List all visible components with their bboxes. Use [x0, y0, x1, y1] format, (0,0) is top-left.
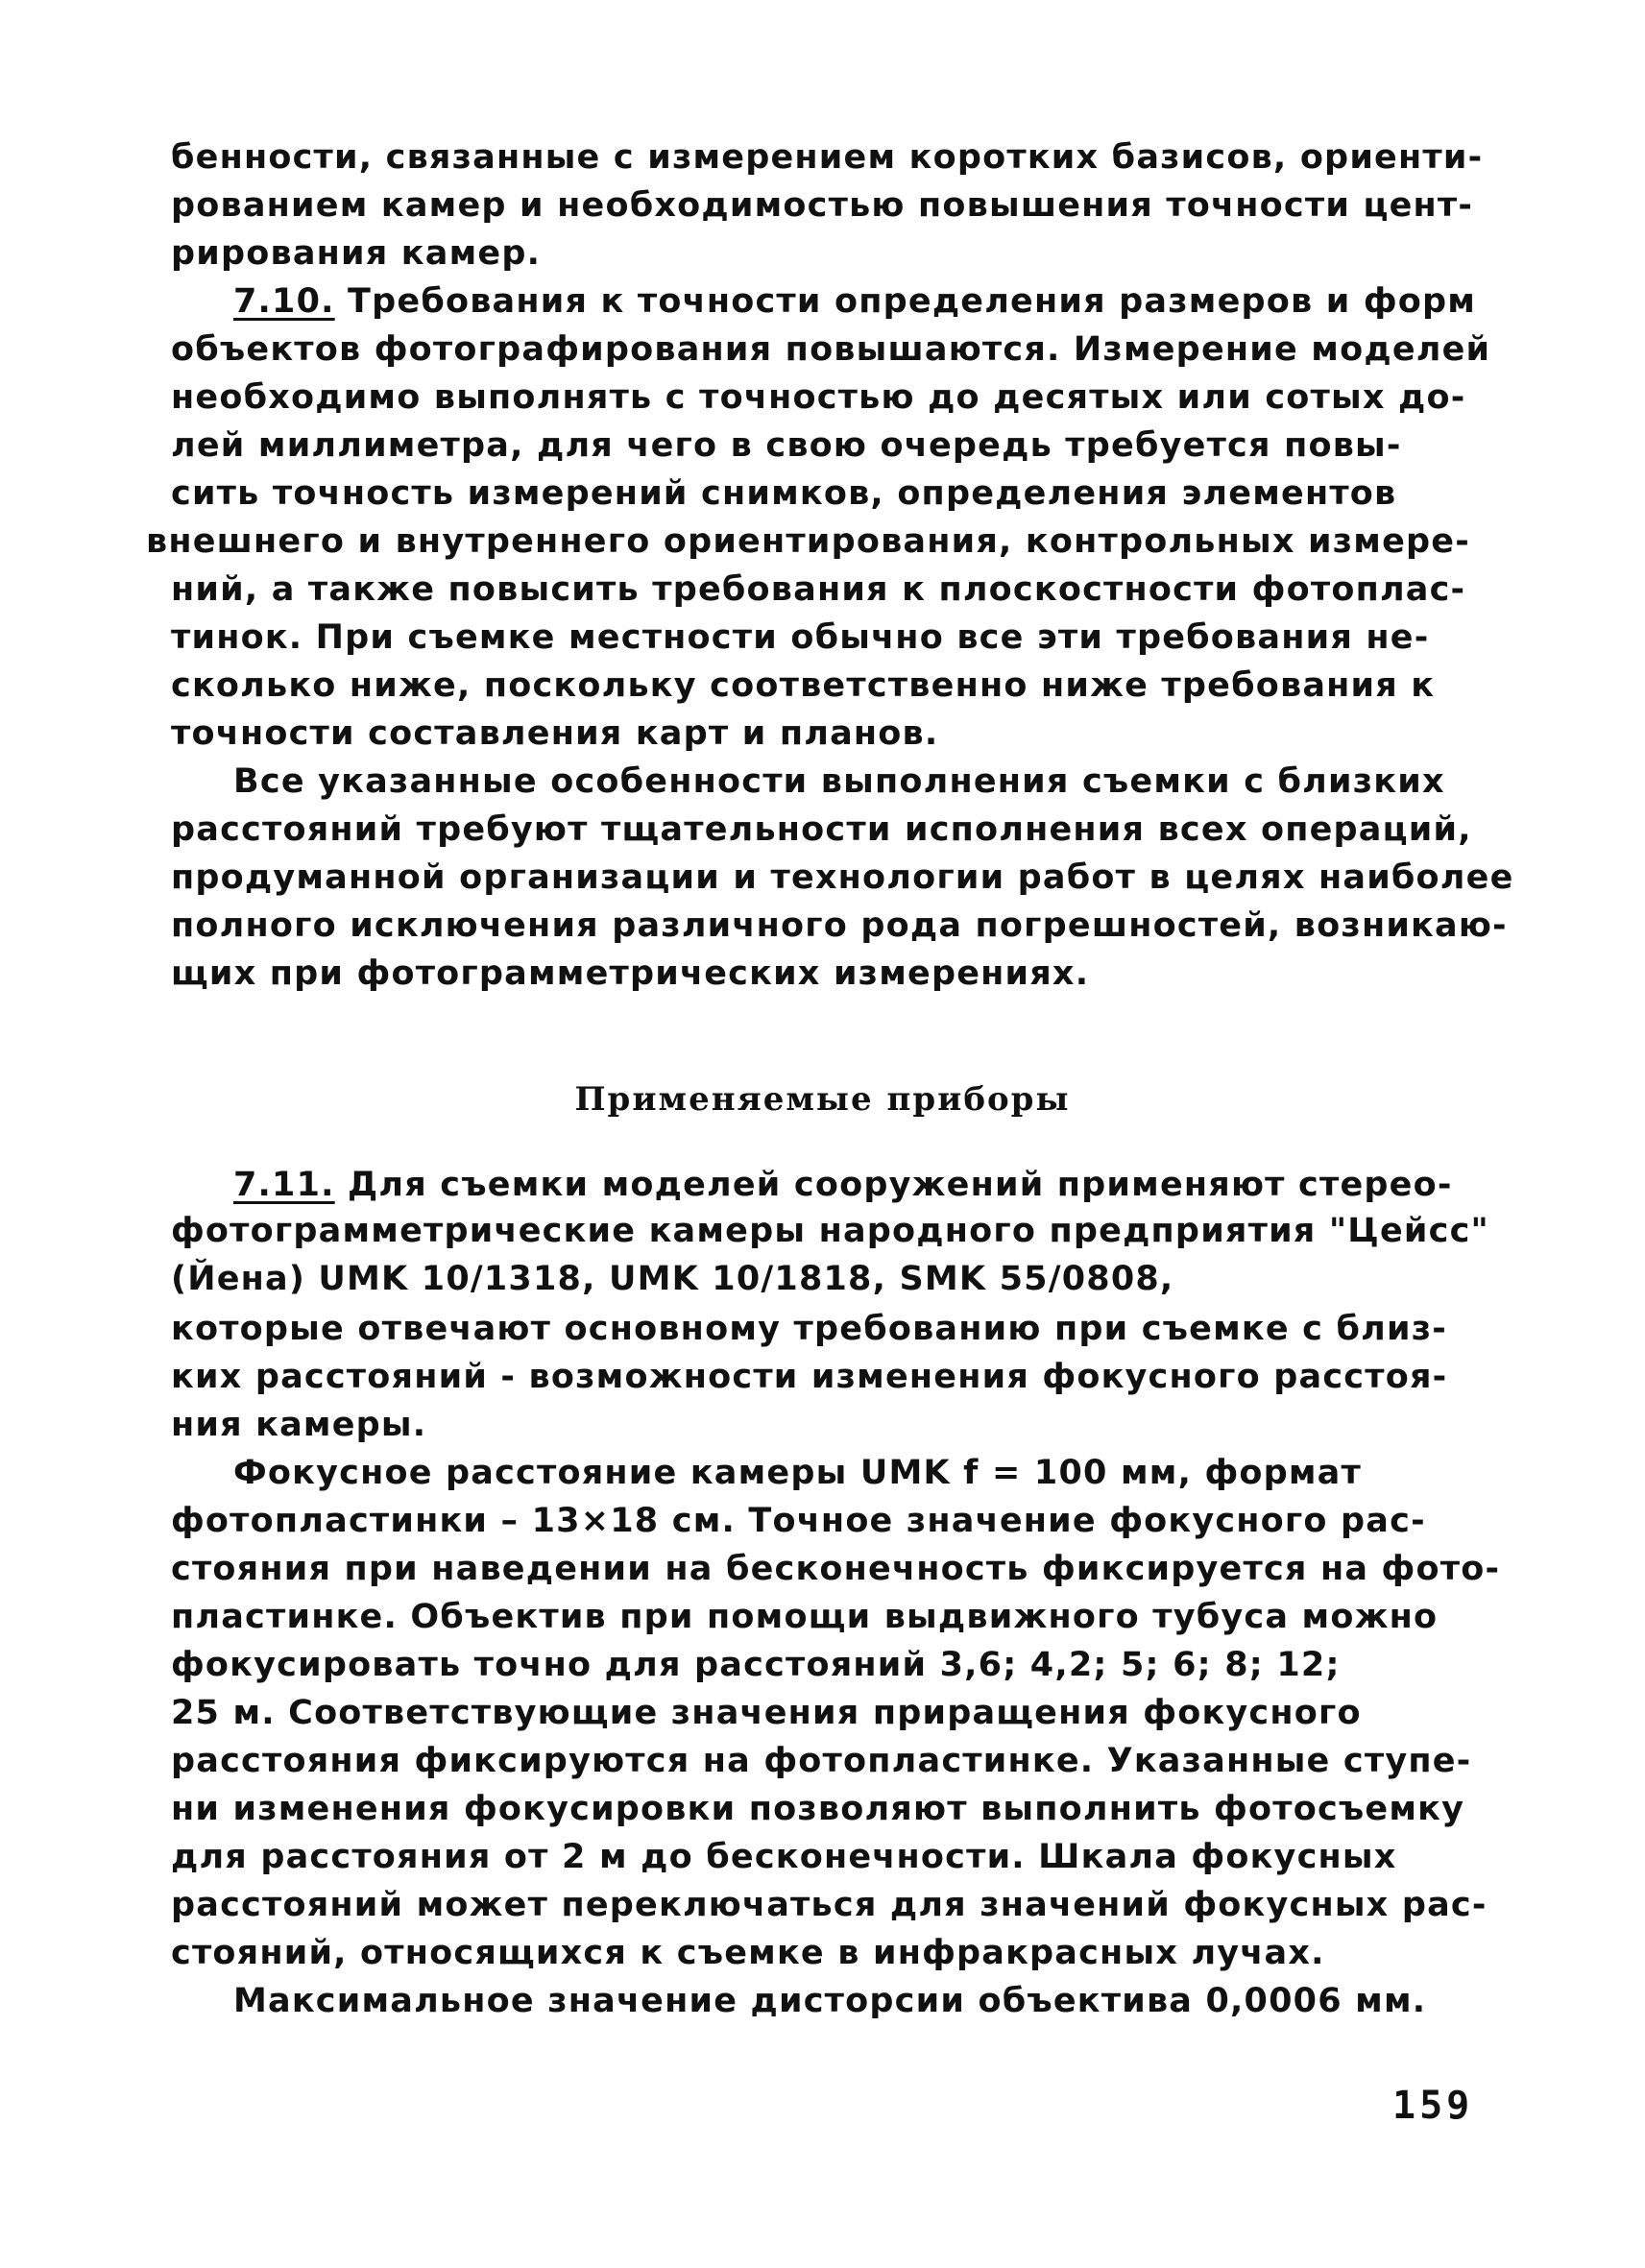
text-line: фотопластинки – 13×18 см. Точное значение фокусного рас- [171, 1502, 1426, 1540]
text-line: стояния при наведении на бесконечность фиксируется на фото- [171, 1550, 1501, 1588]
text-line: фокусировать точно для расстояний 3,6; 4,2; 5; 6; 8; 12; [171, 1646, 1341, 1684]
page-number: 159 [1392, 2084, 1474, 2128]
text-line: для расстояния от 2 м до бесконечности. Шкала фокусных [171, 1838, 1397, 1876]
text-line: сколько ниже, поскольку соответственно ниже требования к [171, 666, 1436, 705]
text-line: пластинке. Объектив при помощи выдвижного тубуса можно [171, 1598, 1439, 1636]
section-7-10-first-line [233, 280, 1476, 323]
text-line: рованием камер и необходимостью повышения точности цент- [171, 186, 1474, 225]
text-line: Требования к точности определения размеров и форм [348, 282, 1477, 321]
text-line: внешнего и внутреннего ориентирования, контрольных измере- [146, 522, 1470, 561]
text-line: ния камеры. [171, 1406, 427, 1444]
text-line: Максимальное значение дисторсии объектива 0,0006 мм. [233, 1982, 1427, 2020]
section-number: 7.11. [233, 1166, 335, 1204]
text-line: ний, а также повысить требования к плоскостности фотоплас- [171, 570, 1466, 609]
text-line: точности составления карт и планов. [171, 714, 939, 753]
text-line: тинок. При съемке местности обычно все эти требования не- [171, 618, 1430, 657]
text-line: щих при фотограмметрических измерениях. [171, 954, 1090, 993]
text-line: расстояний требуют тщательности исполнения всех операций, [171, 810, 1472, 849]
section-heading: Применяемые приборы [574, 1080, 1071, 1119]
text-line: бенности, связанные с измерением коротких базисов, ориенти- [171, 138, 1484, 177]
text-line: Все указанные особенности выполнения съемки с близких [233, 762, 1445, 801]
text-line: стояний, относящихся к съемке в инфракрасных лучах. [171, 1934, 1325, 1972]
section-7-11-first-line [233, 1164, 1453, 1206]
text-line: расстояний может переключаться для значений фокусных рас- [171, 1886, 1488, 1924]
text-line: продуманной организации и технологии работ в целях наиболее [171, 858, 1514, 897]
text-line: полного исключения различного рода погрешностей, возникаю- [171, 906, 1508, 945]
text-line: (Йена) UMK 10/1318, UMK 10/1818, SMK 55/0808, [171, 1260, 1174, 1298]
text-line: 25 м. Соответствующие значения приращения фокусного [171, 1694, 1362, 1732]
text-line: необходимо выполнять с точностью до десятых или сотых до- [171, 378, 1466, 417]
text-line: которые отвечают основному требованию при съемке с близ- [171, 1310, 1447, 1348]
text-line: объектов фотографирования повышаются. Измерение моделей [171, 330, 1491, 369]
text-line: ких расстояний - возможности изменения фокусного расстоя- [171, 1358, 1448, 1396]
text-line: сить точность измерений снимков, определения элементов [171, 474, 1397, 513]
section-number: 7.10. [233, 282, 335, 321]
text-line: фотограмметрические камеры народного предприятия "Цейсс" [171, 1212, 1489, 1250]
text-line: рирования камер. [171, 234, 542, 273]
text-line: расстояния фиксируются на фотопластинке. Указанные ступе- [171, 1742, 1472, 1780]
text-line: ни изменения фокусировки позволяют выполнить фотосъемку [171, 1790, 1465, 1828]
text-line: лей миллиметра, для чего в свою очередь требуется повы- [171, 426, 1402, 465]
text-line: Для съемки моделей сооружений применяют стерео- [348, 1166, 1453, 1204]
text-line: Фокусное расстояние камеры UMK f = 100 мм, формат [233, 1454, 1362, 1492]
